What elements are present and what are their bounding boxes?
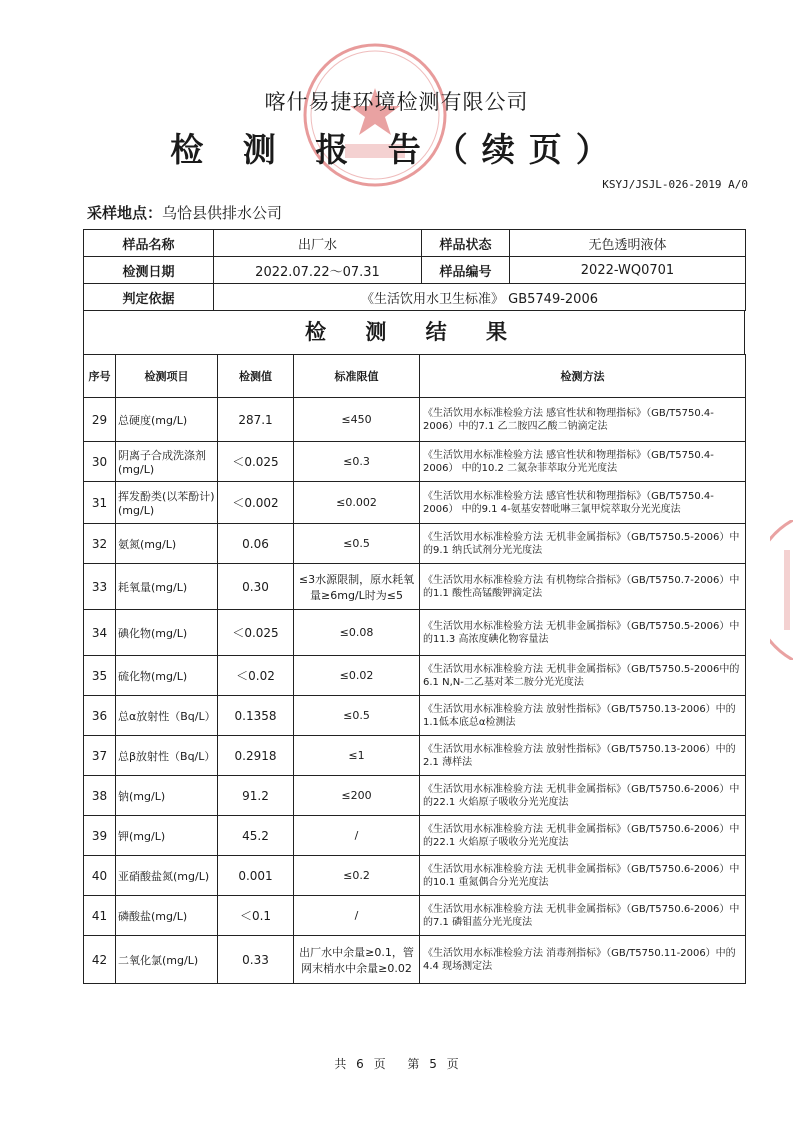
- row-number: 29: [84, 398, 116, 442]
- col-header-no: 序号: [84, 355, 116, 398]
- row-number: 40: [84, 856, 116, 896]
- test-value: 91.2: [218, 776, 294, 816]
- test-method: 《生活饮用水标准检验方法 消毒剂指标》（GB/T5750.11-2006）中的4.4 现场测定法: [420, 936, 746, 984]
- result-row: [84, 564, 746, 610]
- results-table: [83, 354, 746, 984]
- row-number: 38: [84, 776, 116, 816]
- sampling-location: [87, 202, 282, 223]
- standard-limit: ≤1: [294, 736, 420, 776]
- test-item: 亚硝酸盐氮(mg/L): [116, 856, 218, 896]
- standard-limit: ≤0.2: [294, 856, 420, 896]
- test-date-value: 2022.07.22～07.31: [214, 257, 422, 284]
- test-item: 二氧化氯(mg/L): [116, 936, 218, 984]
- perforation-seal-icon: [770, 520, 793, 660]
- test-value: 287.1: [218, 398, 294, 442]
- row-number: 37: [84, 736, 116, 776]
- row-number: 32: [84, 524, 116, 564]
- result-row: [84, 936, 746, 984]
- result-row: [84, 442, 746, 482]
- test-method: 《生活饮用水标准检验方法 无机非金属指标》（GB/T5750.6-2006）中的22.1 火焰原子吸收分光光度法: [420, 816, 746, 856]
- results-body: [84, 398, 746, 984]
- test-item: 钠(mg/L): [116, 776, 218, 816]
- test-value: 0.30: [218, 564, 294, 610]
- result-row: [84, 696, 746, 736]
- test-method: 《生活饮用水标准检验方法 无机非金属指标》（GB/T5750.6-2006）中的22.1 火焰原子吸收分光光度法: [420, 776, 746, 816]
- test-value: ＜0.025: [218, 442, 294, 482]
- test-value: ＜0.025: [218, 610, 294, 656]
- total-pages: 共 6 页: [334, 1057, 386, 1071]
- result-row: [84, 398, 746, 442]
- results-heading: 检 测 结 果: [83, 310, 745, 354]
- sampling-location-value: 乌恰县供排水公司: [162, 204, 283, 222]
- test-method: 《生活饮用水标准检验方法 放射性指标》（GB/T5750.13-2006）中的1.1低本底总α检测法: [420, 696, 746, 736]
- test-item: 总α放射性（Bq/L）: [116, 696, 218, 736]
- test-item: 硫化物(mg/L): [116, 656, 218, 696]
- report-title: 检 测 报 告（续页）: [170, 130, 623, 169]
- test-item: 总硬度(mg/L): [116, 398, 218, 442]
- standard-limit: ≤450: [294, 398, 420, 442]
- result-row: [84, 776, 746, 816]
- test-item: 氨氮(mg/L): [116, 524, 218, 564]
- current-page: 第 5 页: [407, 1057, 459, 1071]
- test-item: 磷酸盐(mg/L): [116, 896, 218, 936]
- result-row: [84, 856, 746, 896]
- standard-limit: ≤0.08: [294, 610, 420, 656]
- standard-limit: 出厂水中余量≥0.1，管网末梢水中余量≥0.02: [294, 936, 420, 984]
- test-method: 《生活饮用水标准检验方法 无机非金属指标》（GB/T5750.5-2006中的6.1 N,N-二乙基对苯二胺分光光度法: [420, 656, 746, 696]
- standard-limit: /: [294, 816, 420, 856]
- standard-limit: ≤0.5: [294, 696, 420, 736]
- test-value: 0.06: [218, 524, 294, 564]
- result-row: [84, 524, 746, 564]
- test-item: 挥发酚类(以苯酚计)(mg/L): [116, 482, 218, 524]
- basis-value: 《生活饮用水卫生标准》 GB5749-2006: [214, 284, 746, 311]
- col-header-item: 检测项目: [116, 355, 218, 398]
- result-row: [84, 656, 746, 696]
- company-name: 喀什易捷环境检测有限公司: [264, 90, 529, 114]
- sample-state-value: 无色透明液体: [510, 230, 746, 257]
- result-row: [84, 736, 746, 776]
- row-number: 42: [84, 936, 116, 984]
- row-number: 30: [84, 442, 116, 482]
- page-footer: [0, 1055, 793, 1072]
- test-value: ＜0.02: [218, 656, 294, 696]
- sample-name-label: 样品名称: [84, 230, 214, 257]
- document-code: KSYJ/JSJL-026-2019 A/0: [602, 178, 748, 191]
- standard-limit: ≤0.3: [294, 442, 420, 482]
- test-item: 碘化物(mg/L): [116, 610, 218, 656]
- standard-limit: ≤0.002: [294, 482, 420, 524]
- basis-label: 判定依据: [84, 284, 214, 311]
- results-header-row: [84, 355, 746, 398]
- standard-limit: ≤3水源限制，原水耗氧量≥6mg/L时为≤5: [294, 564, 420, 610]
- test-method: 《生活饮用水标准检验方法 感官性状和物理指标》（GB/T5750.4-2006） 中的9.1 4-氨基安替吡啉三氯甲烷萃取分光光度法: [420, 482, 746, 524]
- result-row: [84, 896, 746, 936]
- row-number: 39: [84, 816, 116, 856]
- test-date-label: 检测日期: [84, 257, 214, 284]
- row-number: 35: [84, 656, 116, 696]
- info-row: [84, 257, 746, 284]
- sample-no-value: 2022-WQ0701: [510, 257, 746, 284]
- test-item: 总β放射性（Bq/L）: [116, 736, 218, 776]
- info-row: [84, 230, 746, 257]
- test-value: 45.2: [218, 816, 294, 856]
- row-number: 34: [84, 610, 116, 656]
- test-method: 《生活饮用水标准检验方法 有机物综合指标》（GB/T5750.7-2006）中的1.1 酸性高锰酸钾滴定法: [420, 564, 746, 610]
- test-method: 《生活饮用水标准检验方法 感官性状和物理指标》（GB/T5750.4-2006） 中的10.2 二氮杂菲萃取分光光度法: [420, 442, 746, 482]
- test-item: 阴离子合成洗涤剂(mg/L): [116, 442, 218, 482]
- test-value: 0.2918: [218, 736, 294, 776]
- standard-limit: ≤200: [294, 776, 420, 816]
- row-number: 31: [84, 482, 116, 524]
- test-method: 《生活饮用水标准检验方法 无机非金属指标》（GB/T5750.5-2006）中的9.1 纳氏试剂分光光度法: [420, 524, 746, 564]
- result-row: [84, 816, 746, 856]
- sample-no-label: 样品编号: [422, 257, 510, 284]
- sample-name-value: 出厂水: [214, 230, 422, 257]
- col-header-method: 检测方法: [420, 355, 746, 398]
- test-value: ＜0.1: [218, 896, 294, 936]
- row-number: 41: [84, 896, 116, 936]
- row-number: 36: [84, 696, 116, 736]
- test-method: 《生活饮用水标准检验方法 感官性状和物理指标》（GB/T5750.4-2006）中的7.1 乙二胺四乙酸二钠滴定法: [420, 398, 746, 442]
- row-number: 33: [84, 564, 116, 610]
- test-method: 《生活饮用水标准检验方法 放射性指标》（GB/T5750.13-2006）中的2.1 薄样法: [420, 736, 746, 776]
- test-method: 《生活饮用水标准检验方法 无机非金属指标》（GB/T5750.6-2006）中的10.1 重氮偶合分光光度法: [420, 856, 746, 896]
- sample-info-table: [83, 229, 746, 311]
- test-value: ＜0.002: [218, 482, 294, 524]
- standard-limit: ≤0.02: [294, 656, 420, 696]
- test-value: 0.33: [218, 936, 294, 984]
- test-method: 《生活饮用水标准检验方法 无机非金属指标》（GB/T5750.6-2006）中的7.1 磷钼蓝分光光度法: [420, 896, 746, 936]
- test-value: 0.1358: [218, 696, 294, 736]
- test-value: 0.001: [218, 856, 294, 896]
- test-item: 耗氧量(mg/L): [116, 564, 218, 610]
- col-header-limit: 标准限值: [294, 355, 420, 398]
- result-row: [84, 610, 746, 656]
- sampling-location-label: 采样地点：: [87, 204, 163, 222]
- info-row: [84, 284, 746, 311]
- sample-state-label: 样品状态: [422, 230, 510, 257]
- test-item: 钾(mg/L): [116, 816, 218, 856]
- standard-limit: /: [294, 896, 420, 936]
- result-row: [84, 482, 746, 524]
- test-method: 《生活饮用水标准检验方法 无机非金属指标》（GB/T5750.5-2006）中的11.3 高浓度碘化物容量法: [420, 610, 746, 656]
- col-header-value: 检测值: [218, 355, 294, 398]
- standard-limit: ≤0.5: [294, 524, 420, 564]
